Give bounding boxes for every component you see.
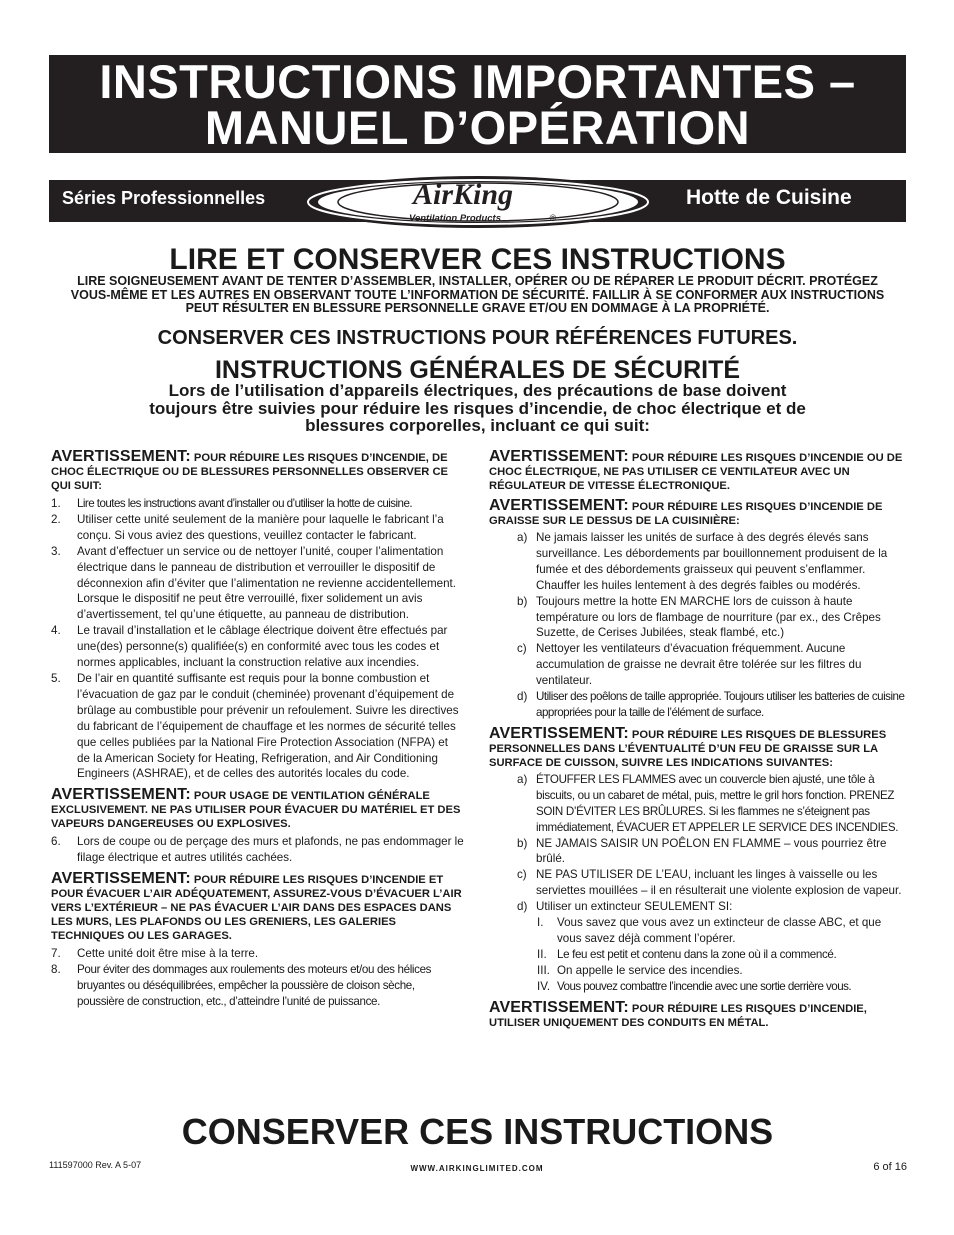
page-title-line-1: INSTRUCTIONS IMPORTANTES – [99, 55, 856, 108]
instruction-list [51, 946, 464, 1010]
right-column [489, 450, 905, 1030]
warning-block [51, 788, 464, 831]
list-numeral: III. [537, 963, 550, 977]
warning-title: AVERTISSEMENT: [489, 998, 629, 1016]
document-number: 111597000 Rev. A 5-07 [49, 1160, 142, 1170]
warning-block [51, 872, 464, 943]
list-item [51, 834, 464, 866]
warning-block [489, 499, 905, 528]
list-letter: d) [517, 900, 528, 914]
page-title [49, 55, 906, 153]
warning-block [489, 450, 905, 493]
list-item [489, 772, 905, 836]
roman-list [489, 915, 905, 995]
page-title-line-2: MANUEL D’OPÉRATION [204, 101, 751, 154]
list-letter: c) [517, 642, 527, 656]
warning-text: POUR RÉDUIRE LES RISQUES DE BLESSURES PERSONNELLES DANS L’ÉVENTUALITÉ D’UN FEU DE GRAISSE SUR LA SURFACE DE CUISSON, SUIVRE LES INDICATIONS SUIVANTES: [489, 728, 887, 769]
list-item [489, 947, 905, 963]
list-item [51, 946, 464, 962]
warning-text: POUR RÉDUIRE LES RISQUES D’INCENDIE ET POUR ÉVACUER L’AIR ADÉQUATEMENT, ASSUREZ-VOUS D’ÉVACUER L’AIR VERS L’EXTÉRIEUR – NE PAS ÉVACUER L’AIR DANS DES ESPACES DANS LES MURS, LES PLAFONDS OU LES GRENIERS, LES GALERIES TECHNIQUES OU LES GARAGES. [51, 874, 462, 943]
list-text: Lire toutes les instructions avant d’installer ou d’utiliser la hotte de cuisine. [77, 497, 413, 510]
warning-title: AVERTISSEMENT: [51, 786, 191, 804]
list-item [489, 594, 905, 642]
airking-logo [300, 174, 656, 230]
list-text: Utiliser cette unité seulement de la manière pour laquelle le fabricant l’a conçu. Si vous aviez des questions, veuillez contacter le fabricant. [77, 512, 444, 542]
lettered-list [489, 530, 905, 721]
list-text: NE PAS UTILISER DE L’EAU, incluant les linges à vaisselle ou les serviettes mouillées – il en résulterait une violente explosion de vapeur. [536, 868, 902, 898]
list-text: De l’air en quantité suffisante est requis pour la bonne combustion et l’évacuation de gaz par le conduit (cheminée) provenant d’équipement de brûlage au combustible pour prévenir un refoulement. Suivre les directives du fabricant de l’équipement de chauffage et les normes de sécurité telles que celles publiées par la National Fire Protection Association (NFPA) et de la American Society for Heating, Refrigeration, and Air Conditioning Engineers (ASHRAE), et de celles des autorités locales du code. [77, 671, 459, 781]
list-item [489, 867, 905, 899]
list-letter: a) [517, 531, 528, 544]
list-text: Utiliser des poêlons de taille appropriée. Toujours utiliser les batteries de cuisine appropriées pour la taille de l’élément de surface. [536, 690, 905, 719]
list-number: 2. [51, 512, 61, 526]
warning-title: AVERTISSEMENT: [51, 870, 191, 888]
list-numeral: II. [537, 947, 547, 961]
warning-title: AVERTISSEMENT: [489, 724, 629, 742]
logo-subtitle: Ventilation Products [408, 213, 502, 224]
list-text: Pour éviter des dommages aux roulements des moteurs et/ou des hélices bruyantes ou déséquilibrées, empêcher la poussière de cloison sèche, poussière de construction, etc., d’atteindre l’unité de puissance. [77, 963, 432, 1008]
warning-text: POUR USAGE DE VENTILATION GÉNÉRALE EXCLUSIVEMENT. NE PAS UTILISER POUR ÉVACUER DU MATÉRIEL ET DES VAPEURS DANGEREUSES OU EXPLOSIVES. [51, 790, 461, 831]
instruction-list [51, 496, 464, 782]
list-item [51, 671, 464, 782]
warning-text: POUR RÉDUIRE LES RISQUES D’INCENDIE, DE CHOC ÉLECTRIQUE OU DE BLESSURES PERSONNELLES OBSERVER CE QUI SUIT: [51, 452, 449, 492]
list-item [489, 530, 905, 594]
list-text: Le feu est petit et contenu dans la zone où il a commencé. [557, 947, 837, 961]
list-letter: c) [517, 868, 527, 882]
list-text: ÉTOUFFER LES FLAMMES avec un couvercle bien ajusté, une tôle à biscuits, ou un cabaret de métal, puis, mettre le gril hors fonction. PRENEZ SOIN D’ÉVITER LES BRÛLURES. Si les flammes ne s’éteignent pas immédiatement, ÉVACUER ET APPELER LE SERVICE DES INCENDIES. [536, 772, 899, 834]
list-item [51, 512, 464, 544]
list-item [51, 544, 464, 624]
list-item [489, 963, 905, 979]
list-text: On appelle le service des incendies. [557, 963, 743, 977]
list-letter: a) [517, 772, 528, 786]
warning-text: POUR RÉDUIRE LES RISQUES D’INCENDIE, UTILISER UNIQUEMENT DES CONDUITS EN MÉTAL. [489, 1002, 867, 1029]
list-item [489, 836, 905, 868]
read-keep-heading: LIRE ET CONSERVER CES INSTRUCTIONS [169, 243, 786, 276]
list-text: Le travail d’installation et le câblage électrique doivent être effectués par une(des) personne(s) qualifiée(s) en conformité avec tous les codes et normes applicables, incluant la construction relative aux incendies. [77, 624, 448, 670]
list-item [489, 641, 905, 689]
list-number: 6. [51, 835, 61, 849]
safety-warning-text: LIRE SOIGNEUSEMENT AVANT DE TENTER D’ASSEMBLER, INSTALLER, OPÉRER OU DE RÉPARER LE PRODUIT DÉCRIT. PROTÉGEZ VOUS-MÊME ET LES AUTRES EN OBSERVANT TOUTE L’INFORMATION DE SÉCURITÉ. FAILLIR À SE CONFORMER AUX INSTRUCTIONS PEUT RÉSULTER EN BLESSURE PERSONNELLE GRAVE ET/OU EN DOMMAGE À LA PROPRIÉTÉ. [70, 274, 885, 315]
warning-title: AVERTISSEMENT: [51, 448, 191, 465]
left-column [51, 450, 464, 1010]
list-item [489, 689, 905, 721]
list-number: 8. [51, 963, 61, 977]
list-text: Cette unité doit être mise à la terre. [77, 947, 259, 961]
list-text: Lors de coupe ou de perçage des murs et plafonds, ne pas endommager le filage électrique et autres utilités cachées. [77, 835, 464, 865]
list-number: 7. [51, 947, 61, 961]
list-text: Toujours mettre la hotte EN MARCHE lors de cuisson à haute température ou lors de flambage de nourriture (par ex., des Crêpes Suzette, de Cerises Jubilées, steak flambé, etc.) [536, 594, 881, 640]
list-text: Avant d’effectuer un service ou de nettoyer l’unité, couper l’alimentation électrique dans le panneau de distribution et verrouiller le dispositif de déconnexion afin d’éviter que l’alimentation ne revienne accidentellement. Lorsque le dispositif ne peut être verrouillé, fixer solidement un avis d’avertissement, tel qu’une étiquette, au panneau de distribution. [77, 544, 456, 622]
keep-for-reference-heading: CONSERVER CES INSTRUCTIONS POUR RÉFÉRENCES FUTURES. [157, 327, 798, 349]
list-item [489, 899, 905, 915]
registered-mark: ® [549, 213, 557, 223]
list-text: Vous savez que vous avez un extincteur de classe ABC, et que vous savez déjà comment l’opérer. [557, 916, 882, 945]
list-item [51, 623, 464, 671]
keep-instructions-heading: CONSERVER CES INSTRUCTIONS [181, 1111, 774, 1152]
list-item [489, 915, 905, 947]
list-number: 5. [51, 671, 61, 685]
warning-text: POUR RÉDUIRE LES RISQUES D’INCENDIE OU DE CHOC ÉLECTRIQUE, NE PAS UTILISER CE VENTILATEUR AVEC UN RÉGULATEUR DE VITESSE ÉLECTRONIQUE. [489, 452, 903, 492]
logo-wordmark: AirKing [412, 178, 514, 211]
list-letter: b) [517, 836, 528, 850]
general-safety-heading: INSTRUCTIONS GÉNÉRALES DE SÉCURITÉ [214, 356, 741, 384]
list-text: Nettoyer les ventilateurs d’évacuation fréquemment. Aucune accumulation de graisse ne devrait être tolérée sur les filtres du ventilateur. [536, 642, 862, 688]
logo-badge [300, 174, 656, 230]
list-item [489, 979, 905, 995]
warning-title: AVERTISSEMENT: [489, 497, 629, 514]
website-link[interactable]: WWW.AIRKINGLIMITED.COM [410, 1164, 544, 1173]
warning-title: AVERTISSEMENT: [489, 448, 629, 465]
list-number: 4. [51, 624, 61, 638]
list-text: NE JAMAIS SAISIR UN POÊLON EN FLAMME – vous pourriez être brûlé. [536, 836, 887, 866]
list-number: 3. [51, 544, 61, 558]
warning-block [489, 724, 905, 770]
series-label: Séries Professionnelles [62, 188, 266, 208]
list-text: Utiliser un extincteur SEULEMENT SI: [536, 900, 733, 914]
list-text: Vous pouvez combattre l’incendie avec une sortie derrière vous. [557, 979, 852, 993]
page-number: 6 of 16 [873, 1161, 907, 1173]
list-letter: d) [517, 690, 528, 704]
list-item [51, 496, 464, 512]
list-text: Ne jamais laisser les unités de surface à des degrés élevés sans surveillance. Les débordements par bouillonnement produisent de la fumée et des débordements graisseux qui peuvent s’enflammer. Chauffer les huiles lentement à des degrés faibles ou modérés. [536, 531, 888, 592]
list-numeral: IV. [537, 979, 551, 993]
list-item [51, 962, 464, 1010]
instruction-list [51, 834, 464, 866]
product-label: Hotte de Cuisine [686, 186, 852, 209]
warning-text: POUR RÉDUIRE LES RISQUES D’INCENDIE DE GRAISSE SUR LE DESSUS DE LA CUISINIÈRE: [489, 501, 883, 527]
warning-block [51, 450, 464, 493]
list-numeral: I. [537, 916, 544, 930]
lettered-list [489, 772, 905, 915]
general-safety-text: Lors de l’utilisation d’appareils électriques, des précautions de base doivent toujours être suivies pour réduire les risques d’incendie, de choc électrique et de blessures corporelles, incluant ce qui suit: [149, 381, 806, 435]
warning-block [489, 998, 905, 1030]
list-letter: b) [517, 594, 528, 608]
list-number: 1. [51, 497, 61, 510]
